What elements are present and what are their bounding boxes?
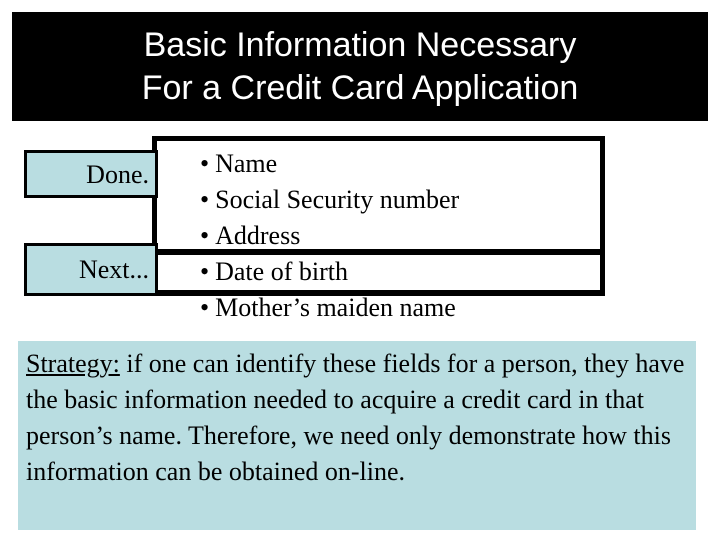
list-item: • Name	[200, 146, 459, 182]
title-line-1: Basic Information Necessary	[143, 25, 577, 64]
list-item: • Address	[200, 218, 459, 254]
list-item: • Social Security number	[200, 182, 459, 218]
strategy-text: if one can identify these fields for a person, they have the basic information needed to acquire a credit card in that person’s name. Therefore, we need only demonstrate how this information can be obtained on-line.	[26, 349, 685, 486]
slide-title	[12, 12, 708, 121]
done-label: Done.	[86, 160, 149, 189]
strategy-box	[18, 341, 696, 530]
next-button[interactable]	[24, 243, 158, 296]
fields-list	[200, 146, 459, 326]
strategy-lead: Strategy:	[26, 349, 120, 378]
list-item: • Date of birth	[200, 254, 459, 290]
title-line-2: For a Credit Card Application	[141, 68, 579, 107]
list-item: • Mother’s maiden name	[200, 290, 459, 326]
done-button[interactable]	[24, 150, 158, 198]
next-label: Next...	[78, 255, 149, 284]
